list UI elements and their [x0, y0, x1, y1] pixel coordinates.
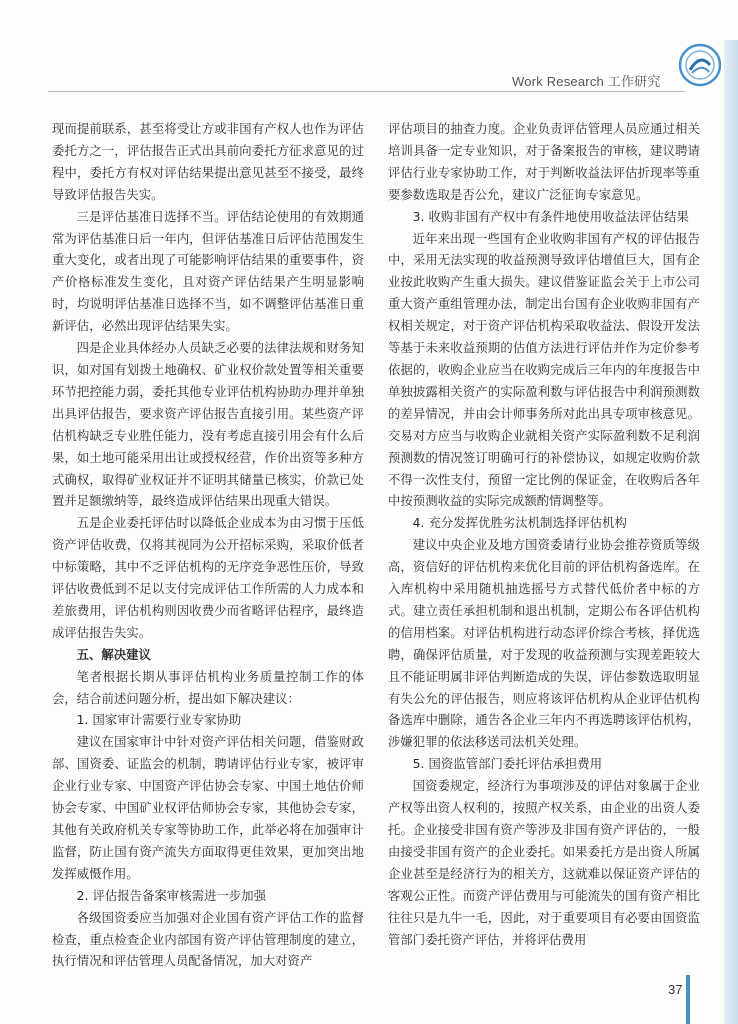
continued-paragraph: 现而提前联系，甚至将受让方或非国有产权人也作为评估委托方之一，评估报告正式出具前向委托方征求意见的过程中，委托方有权对评估结果提出意见甚至不接受，最终导致评估报告失实。: [52, 122, 364, 202]
body-paragraph: 各级国资委应当加强对企业国有资产评估工作的监督检查，重点检查企业内部国有资产评估管理制度的建立，执行情况和评估管理人员配备情况，加大对资产: [52, 910, 364, 969]
section-heading: 五、解决建议: [76, 647, 151, 662]
subheading: 4. 充分发挥优胜劣汰机制选择评估机构: [412, 516, 627, 531]
body-paragraph: 近年来出现一些国有企业收购非国有产权的评估报告中，采用无法实现的收益预测导致评估增值巨大，国有企业按此收购产生重大损失。建议借鉴证监会关于上市公司重大资产重组管理办法，制定出台国有企业收购非国有产权相关规定，对于资产评估机构采取收益法、假设开发法等基于未来收益预期的估值方法进行评估并作为定价参考依据的，收购企业应当在收购完成后三年内的年度报告中单独披露相关资产的实际盈利数与评估报告中利润预测数的差异情况，并由会计师事务所对此出具专项审核意见。交易对方应当与收购企业就相关资产实际盈利数不足利润预测数的情况签订明确可行的补偿协议，如规定收购价款不得一次性支付，预留一定比例的保证金，在收购后各年中按预测收益的实际完成额酌情调整等。: [388, 231, 700, 509]
continued-paragraph: 评估项目的抽查力度。企业负责评估管理人员应通过相关培训具备一定专业知识，对于备案报告的审核，建议聘请评估行业专家协助工作，对于判断收益法评估折现率等重要参数选取是否公允，建议广泛征询专家意见。: [388, 122, 700, 202]
body-paragraph: 五是企业委托评估时以降低企业成本为由习惯于压低资产评估收费，仅将其视同为公开招标采购，采取价低者中标策略，其中不乏评估机构的无序竞争恶性压价，导致评估收费低到不足以支付完成评估工作所需的人力成本和差旅费用，评估机构则因收费少而省略评估程序，最终造成评估报告失实。: [52, 516, 364, 640]
body-paragraph: 三是评估基准日选择不当。评估结论使用的有效期通常为评估基准日后一年内，但评估基准日后评估范围发生重大变化，或者出现了可能影响评估结果的重要事件，资产价格标准发生变化，且对资产评估结果产生明显影响时，均说明评估基准日选择不当，如不调整评估基准日重新评估，必然出现评估结果失实。: [52, 209, 364, 334]
page-edge-bar: [724, 40, 738, 1024]
subheading: 2. 评估报告备案审核需进一步加强: [76, 888, 267, 903]
right-text-column: [388, 119, 700, 951]
subheading: 5. 国资监管部门委托评估承担费用: [412, 757, 603, 772]
journal-logo-icon: [678, 43, 722, 87]
body-paragraph: 国资委规定，经济行为事项涉及的评估对象属于企业产权等出资人权利的，按照产权关系，由企业的出资人委托。企业接受非国有资产等涉及非国有资产评估的，一般由接受非国有资产的企业委托。如果委托方是出资人所属企业甚至是经济行为的相关方，这就难以保证资产评估的客观公正性。而资产评估费用与可能流失的国有资产相比往往只是九牛一毛，因此，对于重要项目有必要由国资监管部门委托资产评估，并将评估费用: [388, 779, 700, 947]
left-text-column: [52, 119, 364, 973]
section-header: Work Research 工作研究: [512, 74, 661, 89]
body-paragraph: 笔者根据长期从事评估机构业务质量控制工作的体会，结合前述问题分析，提出如下解决建议：: [52, 669, 364, 706]
body-paragraph: 建议在国家审计中针对资产评估相关问题，借鉴财政部、国资委、证监会的机制，聘请评估行业专家，被评审企业行业专家、中国资产评估协会专家、中国土地估价师协会专家、中国矿业权评估师协会专家，其他协会专家，其他有关政府机关专家等协助工作，此举必将在加强审计监督，防止国有资产流失方面取得更佳效果，更加突出地发挥威慑作用。: [52, 735, 364, 881]
body-paragraph: 建议中央企业及地方国资委请行业协会推荐资质等级高，资信好的评估机构来优化目前的评估机构备选库。在入库机构中采用随机抽选摇号方式替代低价者中标的方式。建立责任承担机制和退出机制，定期公布各评估机构的信用档案。对评估机构进行动态评价综合考核，择优选聘，确保评估质量，对于发现的收益预测与实现差距较大且不能证明属非评估判断造成的失误，评估参数选取明显有失公允的评估报告，则应将该评估机构从企业评估机构备选库中删除，通告各企业三年内不再选聘该评估机构，涉嫌犯罪的依法移送司法机关处理。: [388, 538, 700, 750]
body-paragraph: 四是企业具体经办人员缺乏必要的法律法规和财务知识，如对国有划拨土地确权、矿业权价款处置等相关重要环节把控能力弱，委托其他专业评估机构协助办理并单独出具评估报告，要求资产评估报告直接引用。某些资产评估机构缺乏专业胜任能力，没有考虑直接引用会有什么后果，如土地可能采用出让或授权经营，作价出资等多种方式确权，取得矿业权证并不证明其储量已核实，价款已处置并足额缴纳等，最终造成评估结果出现重大错误。: [52, 341, 364, 509]
header-divider: [48, 91, 685, 92]
page-number-bar: [686, 975, 690, 1024]
subheading: 1. 国家审计需要行业专家协助: [76, 713, 242, 728]
subheading: 3. 收购非国有产权中有条件地使用收益法评估结果: [412, 209, 689, 224]
page-number: 37: [668, 982, 683, 997]
